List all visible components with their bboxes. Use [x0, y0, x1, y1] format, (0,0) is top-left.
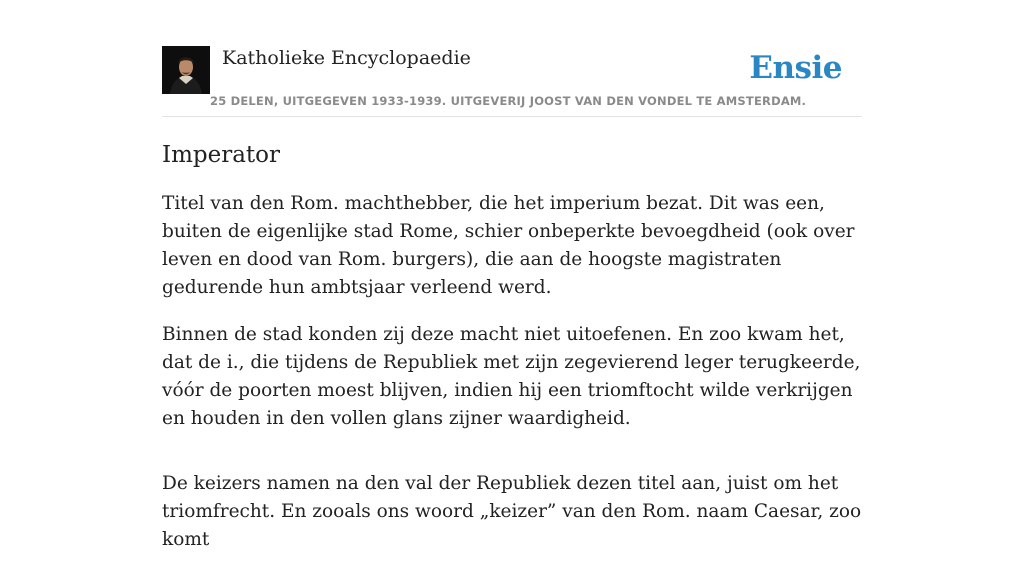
publication-subtitle: 25 DELEN, UITGEGEVEN 1933-1939. UITGEVERIJ JOOST VAN DEN VONDEL TE AMSTERDAM.	[210, 94, 807, 108]
portrait-icon	[162, 46, 210, 94]
article-paragraph-3: De keizers namen na den val der Republiek dezen titel aan, juist om het triomfrecht. En zooals ons woord „keizer” van den Rom. naam Caesar, zoo komt	[162, 473, 862, 550]
article-title: Imperator	[162, 142, 281, 168]
publication-avatar[interactable]	[162, 46, 210, 94]
article	[162, 138, 862, 573]
publication-title[interactable]: Katholieke Encyclopaedie	[222, 47, 471, 69]
article-paragraph-1: Titel van den Rom. machthebber, die het imperium bezat. Dit was een, buiten de eigenlijke stad Rome, schier onbeperkte bevoegdheid (ook over leven en dood van Rom. burgers), die aan de hoogste magistraten gedurende hun ambtsjaar verleend werd.	[162, 193, 855, 298]
article-paragraph-2: Binnen de stad konden zij deze macht niet uitoefenen. En zoo kwam het, dat de i., die tijdens de Republiek met zijn zegevierend leger terugkeerde, vóór de poorten moest blijven, indien hij een triomftocht wilde verkrijgen en houden in den vollen glans zijner waardigheid.	[162, 324, 861, 429]
ensie-logo-link[interactable]: Ensie	[749, 50, 842, 86]
site-header	[162, 46, 862, 117]
